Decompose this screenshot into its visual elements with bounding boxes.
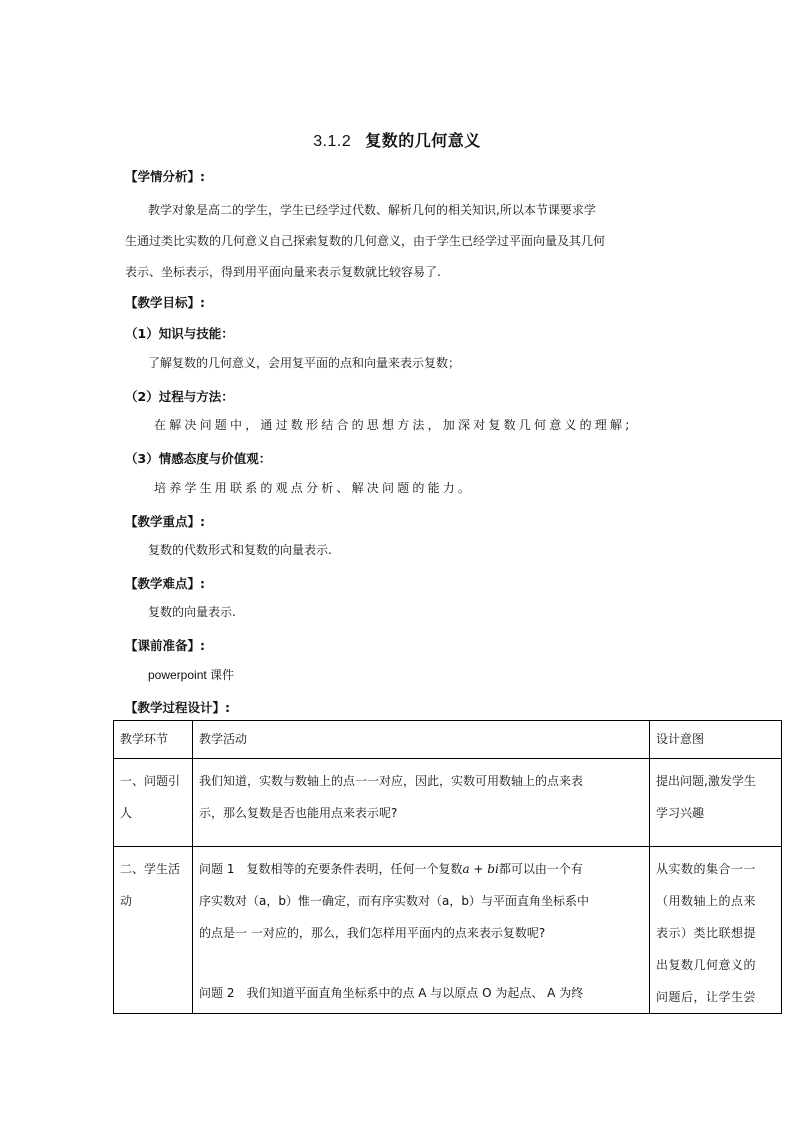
row2-stage [114, 847, 193, 1014]
goal1-heading: （1）知识与技能： [125, 326, 234, 341]
goal2-text: 在解决问题中，通过数形结合的思想方法，加深对复数几何意义的理解; [154, 418, 633, 432]
row1-stage [114, 759, 193, 847]
row1-stage-line-2: 人 [120, 806, 133, 820]
zhongdian-text: 复数的代数形式和复数的向量表示. [148, 543, 332, 557]
goal2-heading: （2）过程与方法： [125, 389, 234, 404]
row2-activity-spacer [199, 949, 643, 977]
row2-stage-line-2: 动 [120, 894, 133, 908]
question-1-continuation: 都可以由一个有 [498, 862, 583, 876]
header-activity: 教学活动 [193, 721, 650, 759]
row2-intent-line-3: 表示）类比联想提 [656, 926, 757, 940]
row1-intent-line-1: 提出问题,激发学生 [656, 774, 756, 788]
row1-activity-line-1: 我们知道，实数与数轴上的点一一对应，因此，实数可用数轴上的点来表 [199, 774, 584, 788]
row2-activity-line-1 [199, 853, 643, 885]
row1-intent [650, 759, 782, 847]
row1-stage-line-1: 一、问题引 [120, 774, 181, 788]
nandian-text: 复数的向量表示. [148, 605, 236, 619]
row2-activity-line-3: 的点是一 一对应的，那么，我们怎样用平面内的点来表示复数呢? [199, 926, 546, 940]
row1-intent-line-2: 学习兴趣 [656, 806, 705, 820]
goal3-heading: （3）情感态度与价值观： [125, 451, 272, 466]
row2-intent [650, 847, 782, 1014]
xueqing-line-3: 表示、坐标表示，得到用平面向量来表示复数就比较容易了. [125, 265, 441, 279]
title-text: 复数的几何意义 [365, 131, 481, 150]
zhunbei-text: powerpoint 课件 [148, 668, 235, 682]
question-2-text: 问题 2 我们知道平面直角坐标系中的点 A 与以原点 O 为起点、 A 为终 [199, 986, 584, 1000]
row2-intent-line-2: （用数轴上的点来 [656, 894, 757, 908]
header-stage: 教学环节 [114, 721, 193, 759]
row1-activity-line-2: 示，那么复数是否也能用点来表示呢? [199, 806, 398, 820]
xueqing-line-1: 教学对象是高二的学生，学生已经学过代数、解析几何的相关知识,所以本节课要求学 [148, 203, 596, 217]
table-row [114, 759, 782, 847]
header-intent: 设计意图 [650, 721, 782, 759]
row2-intent-line-4: 出复数几何意义的 [656, 958, 757, 972]
row1-activity [193, 759, 650, 847]
section-heading-xueqing: 【学情分析】: [125, 169, 205, 184]
row2-activity-line-2: 序实数对（a，b）惟一确定，而有序实数对（a，b）与平面直角坐标系中 [199, 894, 589, 908]
complex-number-expression: a + bi [462, 862, 499, 876]
row2-intent-line-1: 从实数的集合一一 [656, 862, 757, 876]
row2-activity [193, 847, 650, 1014]
page-title [0, 128, 794, 151]
table-header-row [114, 721, 782, 759]
goal1-text: 了解复数的几何意义，会用复平面的点和向量来表示复数； [148, 356, 461, 370]
question-1-text: 问题 1 复数相等的充要条件表明，任何一个复数 [199, 862, 463, 876]
title-number: 3.1.2 [313, 133, 352, 150]
row2-stage-line-1: 二、学生活 [120, 862, 181, 876]
teaching-process-table [113, 720, 782, 1014]
section-heading-guocheng: 【教学过程设计】: [125, 700, 230, 715]
table-row [114, 847, 782, 1014]
section-heading-zhunbei: 【课前准备】: [125, 638, 205, 653]
row2-intent-line-5: 问题后，让学生尝 [656, 990, 757, 1004]
section-heading-mubiao: 【教学目标】: [125, 295, 205, 310]
xueqing-line-2: 生通过类比实数的几何意义自己探索复数的几何意义，由于学生已经学过平面向量及其几何 [125, 234, 606, 248]
goal3-text: 培养学生用联系的观点分析、解决问题的能力。 [154, 481, 474, 495]
section-heading-zhongdian: 【教学重点】: [125, 514, 205, 529]
section-heading-nandian: 【教学难点】: [125, 576, 205, 591]
